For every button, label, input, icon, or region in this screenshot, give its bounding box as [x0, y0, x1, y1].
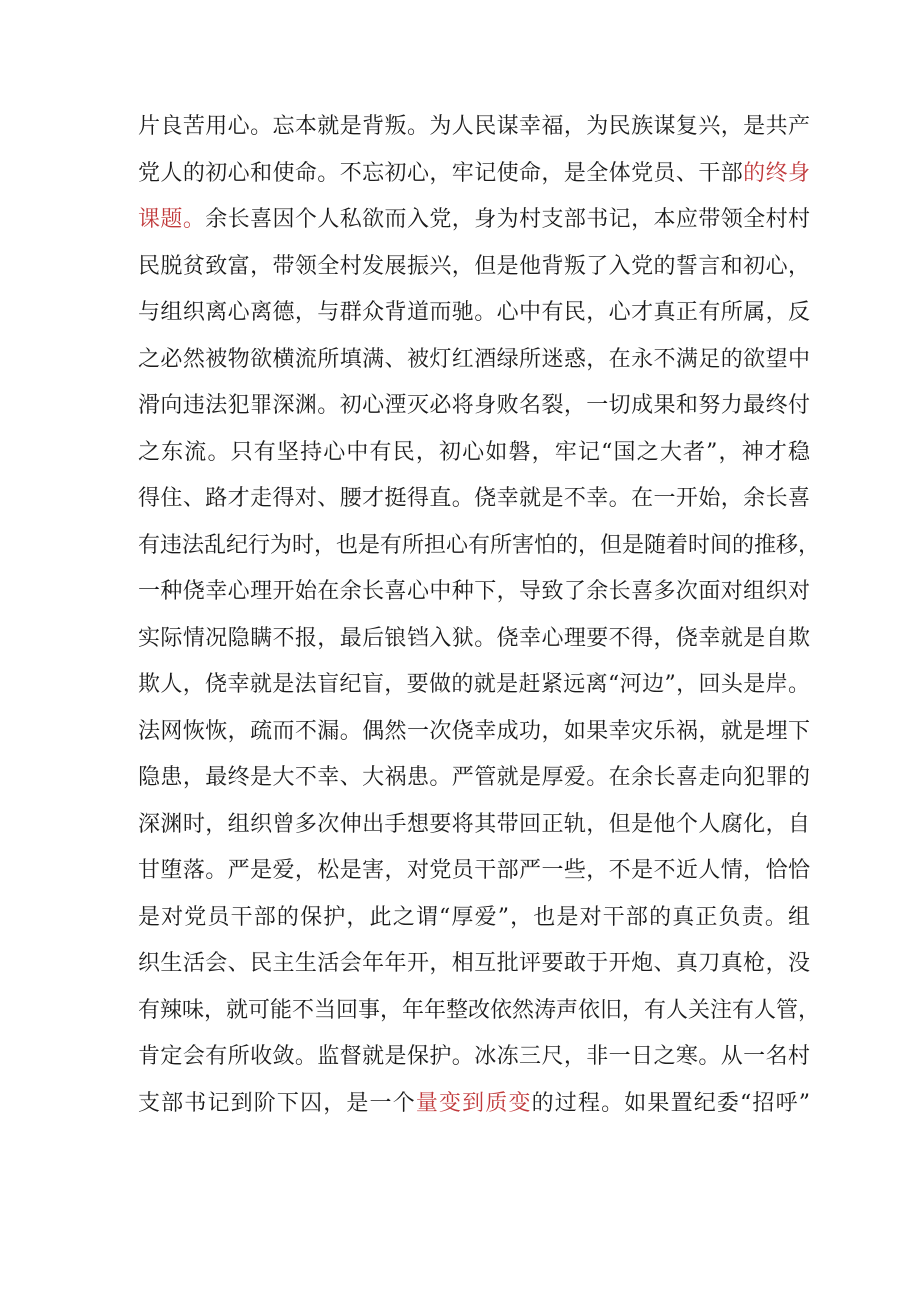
- text-line: [138, 662, 810, 709]
- body-text: [138, 104, 821, 1127]
- text-line: [138, 895, 810, 942]
- text-segment: 滑向违法犯罪深渊。初心湮灭必将身败名裂，一切成果和努力最终付: [138, 393, 810, 418]
- text-line: [138, 197, 810, 244]
- text-segment: 得住、路才走得对、腰才挺得直。侥幸就是不幸。在一开始，余长喜: [138, 486, 810, 511]
- text-line: [138, 290, 810, 337]
- text-segment: 一种侥幸心理开始在余长喜心中种下，导致了余长喜多次面对组织对: [138, 579, 810, 604]
- text-line: [138, 383, 810, 430]
- text-segment: 实际情况隐瞒不报，最后锒铛入狱。侥幸心理要不得，侥幸就是自欺: [138, 625, 810, 651]
- text-line: [138, 244, 810, 291]
- text-segment: 余长喜因个人私欲而入党，身为村支部书记，本应带领全村村: [205, 207, 810, 232]
- text-line: [138, 802, 810, 849]
- text-line: [138, 941, 810, 988]
- text-line: [138, 848, 810, 895]
- highlighted-text: 课题。: [138, 207, 206, 232]
- text-line: [138, 476, 810, 523]
- text-segment: 的过程。如果置纪委“招呼”: [531, 1090, 810, 1116]
- text-segment: 有辣味，就可能不当回事，年年整改依然涛声依旧，有人关注有人管，: [138, 997, 821, 1023]
- text-line: [138, 430, 810, 477]
- text-line: [138, 616, 810, 663]
- text-segment: 片良苦用心。忘本就是背叛。为人民谋幸福，为民族谋复兴，是共产: [138, 114, 810, 139]
- text-segment: 欺人，侥幸就是法盲纪盲，要做的就是赶紧远离“河边”，回头是岸。: [138, 672, 810, 697]
- text-line: [138, 337, 810, 384]
- text-segment: 织生活会、民主生活会年年开，相互批评要敢于开炮、真刀真枪，没: [138, 951, 810, 976]
- text-segment: 深渊时，组织曾多次伸出手想要将其带回正轨，但是他个人腐化，自: [138, 811, 810, 837]
- text-line: [138, 104, 810, 151]
- text-line: [138, 988, 821, 1035]
- text-line: [138, 1034, 810, 1081]
- text-line: [138, 523, 821, 570]
- text-segment: 党人的初心和使命。不忘初心，牢记使命，是全体党员、干部: [138, 160, 744, 186]
- text-segment: 有违法乱纪行为时，也是有所担心有所害怕的，但是随着时间的推移，: [138, 532, 821, 558]
- text-line: [138, 755, 810, 802]
- text-line: [138, 1081, 810, 1128]
- text-segment: 民脱贫致富，带领全村发展振兴，但是他背叛了入党的誓言和初心，: [138, 253, 810, 279]
- text-segment: 之东流。只有坚持心中有民，初心如磐，牢记“国之大者”，神才稳: [138, 439, 810, 465]
- text-segment: 与组织离心离德，与群众背道而驰。心中有民，心才真正有所属，反: [138, 300, 810, 325]
- highlighted-text: 的终身: [743, 160, 810, 186]
- text-line: [138, 569, 810, 616]
- highlighted-text: 量变到质变: [415, 1090, 532, 1116]
- text-segment: 之必然被物欲横流所填满、被灯红酒绿所迷惑，在永不满足的欲望中: [138, 346, 810, 372]
- text-segment: 甘堕落。严是爱，松是害，对党员干部严一些，不是不近人情，恰恰: [138, 858, 810, 883]
- text-segment: 法网恢恢，疏而不漏。偶然一次侥幸成功，如果幸灾乐祸，就是埋下: [138, 718, 810, 744]
- text-segment: 支部书记到阶下囚，是一个: [138, 1090, 416, 1116]
- text-segment: 肯定会有所收敛。监督就是保护。冰冻三尺，非一日之寒。从一名村: [138, 1044, 810, 1069]
- text-line: [138, 709, 810, 756]
- text-line: [138, 151, 810, 198]
- text-segment: 隐患，最终是大不幸、大祸患。严管就是厚爱。在余长喜走向犯罪的: [138, 765, 810, 790]
- text-segment: 是对党员干部的保护，此之谓“厚爱”，也是对干部的真正负责。组: [138, 904, 810, 930]
